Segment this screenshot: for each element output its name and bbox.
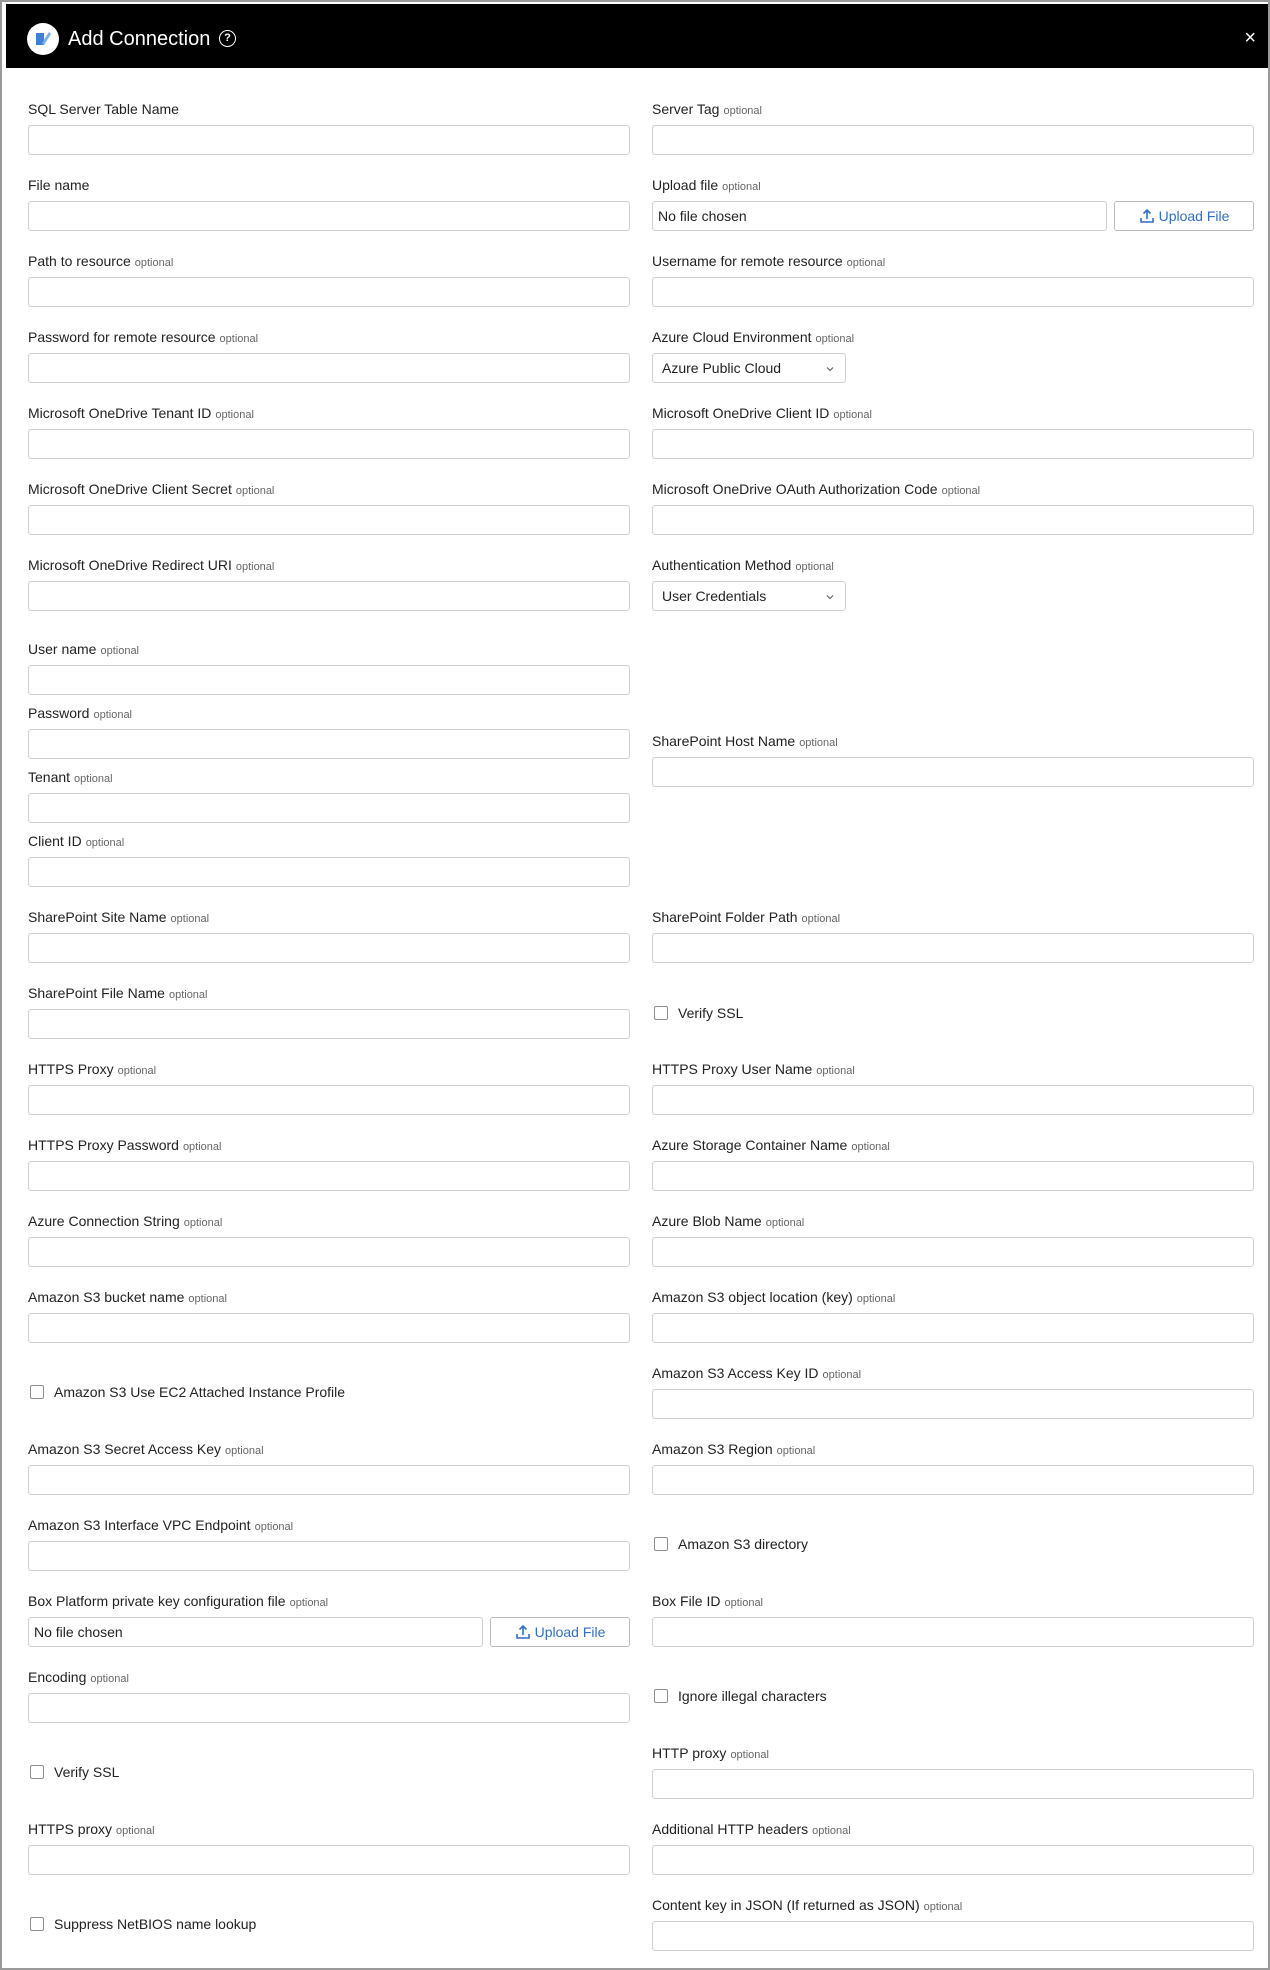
az-blob-label: Azure Blob Name optional — [652, 1213, 805, 1229]
ignore-illegal-checkbox[interactable] — [654, 1689, 668, 1703]
sp-folder-input[interactable] — [652, 933, 1254, 963]
add-headers-input[interactable] — [652, 1845, 1254, 1875]
user-name-input[interactable] — [28, 665, 630, 695]
password-remote-input[interactable] — [28, 353, 630, 383]
encoding-label: Encoding optional — [28, 1669, 129, 1685]
upload-icon — [1139, 208, 1155, 224]
user-name-label: User name optional — [28, 641, 140, 657]
upload-file-filename: No file chosen — [652, 201, 1107, 231]
https-proxy-user-input[interactable] — [652, 1085, 1254, 1115]
help-icon[interactable]: ? — [219, 30, 236, 47]
https-proxy-label-2: HTTPS proxy optional — [28, 1821, 155, 1837]
auth-method-select[interactable]: User Credentials — [652, 581, 846, 611]
sp-folder-label: SharePoint Folder Path optional — [652, 909, 841, 925]
s3-bucket-label: Amazon S3 bucket name optional — [28, 1289, 227, 1305]
od-client-id-input[interactable] — [652, 429, 1254, 459]
sql-table-label: SQL Server Table Name — [28, 101, 179, 117]
upload-file-label: Upload file optional — [652, 177, 761, 193]
sp-site-input[interactable] — [28, 933, 630, 963]
https-proxy-input-1[interactable] — [28, 1085, 630, 1115]
az-container-input[interactable] — [652, 1161, 1254, 1191]
od-secret-label: Microsoft OneDrive Client Secret optional — [28, 481, 275, 497]
s3-bucket-input[interactable] — [28, 1313, 630, 1343]
az-container-label: Azure Storage Container Name optional — [652, 1137, 890, 1153]
s3-region-label: Amazon S3 Region optional — [652, 1441, 816, 1457]
https-proxy-pass-label: HTTPS Proxy Password optional — [28, 1137, 222, 1153]
verify-ssl-label-1: Verify SSL — [678, 1005, 744, 1021]
upload-file-button[interactable]: Upload File — [1114, 201, 1254, 231]
add-headers-label: Additional HTTP headers optional — [652, 1821, 851, 1837]
s3-secret-label: Amazon S3 Secret Access Key optional — [28, 1441, 264, 1457]
tenant-input[interactable] — [28, 793, 630, 823]
od-oauth-input[interactable] — [652, 505, 1254, 535]
od-redirect-input[interactable] — [28, 581, 630, 611]
az-conn-label: Azure Connection String optional — [28, 1213, 223, 1229]
azure-env-select[interactable]: Azure Public Cloud — [652, 353, 846, 383]
password-label: Password optional — [28, 705, 133, 721]
s3-region-input[interactable] — [652, 1465, 1254, 1495]
sp-site-label: SharePoint Site Name optional — [28, 909, 210, 925]
verify-ssl-label-2: Verify SSL — [54, 1764, 120, 1780]
content-key-input[interactable] — [652, 1921, 1254, 1951]
verify-ssl-checkbox-2[interactable] — [30, 1765, 44, 1779]
encoding-input[interactable] — [28, 1693, 630, 1723]
sp-host-input[interactable] — [652, 757, 1254, 787]
https-proxy-pass-input[interactable] — [28, 1161, 630, 1191]
od-redirect-label: Microsoft OneDrive Redirect URI optional — [28, 557, 275, 573]
password-remote-label: Password for remote resource optional — [28, 329, 259, 345]
chevron-down-icon — [825, 592, 835, 602]
client-id-label: Client ID optional — [28, 833, 125, 849]
s3-ec2-label: Amazon S3 Use EC2 Attached Instance Profile — [54, 1384, 346, 1400]
s3-access-label: Amazon S3 Access Key ID optional — [652, 1365, 862, 1381]
az-blob-input[interactable] — [652, 1237, 1254, 1267]
close-icon[interactable]: × — [1244, 27, 1256, 49]
server-tag-input[interactable] — [652, 125, 1254, 155]
client-id-input[interactable] — [28, 857, 630, 887]
s3-ec2-checkbox[interactable] — [30, 1385, 44, 1399]
tenant-label: Tenant optional — [28, 769, 113, 785]
box-file-label: Box File ID optional — [652, 1593, 764, 1609]
s3-vpc-label: Amazon S3 Interface VPC Endpoint optional — [28, 1517, 294, 1533]
content-key-label: Content key in JSON (If returned as JSON) optional — [652, 1897, 963, 1913]
ignore-illegal-label: Ignore illegal characters — [678, 1688, 827, 1704]
http-proxy-input[interactable] — [652, 1769, 1254, 1799]
file-name-label: File name — [28, 177, 90, 193]
sp-file-label: SharePoint File Name optional — [28, 985, 208, 1001]
az-conn-input[interactable] — [28, 1237, 630, 1267]
chevron-down-icon — [825, 364, 835, 374]
s3-key-label: Amazon S3 object location (key) optional — [652, 1289, 896, 1305]
sql-table-input[interactable] — [28, 125, 630, 155]
od-oauth-label: Microsoft OneDrive OAuth Authorization Code optional — [652, 481, 981, 497]
s3-secret-input[interactable] — [28, 1465, 630, 1495]
s3-directory-label: Amazon S3 directory — [678, 1536, 808, 1552]
file-name-input[interactable] — [28, 201, 630, 231]
suppress-netbios-label: Suppress NetBIOS name lookup — [54, 1916, 257, 1932]
password-input[interactable] — [28, 729, 630, 759]
azure-env-label: Azure Cloud Environment optional — [652, 329, 855, 345]
dialog-header — [6, 4, 1268, 68]
dialog-title: Add Connection — [68, 28, 211, 50]
auth-method-label: Authentication Method optional — [652, 557, 834, 573]
app-logo-icon — [27, 23, 59, 55]
s3-access-input[interactable] — [652, 1389, 1254, 1419]
sp-file-input[interactable] — [28, 1009, 630, 1039]
http-proxy-label: HTTP proxy optional — [652, 1745, 769, 1761]
od-client-id-label: Microsoft OneDrive Client ID optional — [652, 405, 872, 421]
s3-vpc-input[interactable] — [28, 1541, 630, 1571]
box-key-label: Box Platform private key configuration file optional — [28, 1593, 329, 1609]
suppress-netbios-checkbox[interactable] — [30, 1917, 44, 1931]
path-resource-input[interactable] — [28, 277, 630, 307]
https-proxy-input-2[interactable] — [28, 1845, 630, 1875]
box-key-filename: No file chosen — [28, 1617, 483, 1647]
username-remote-label: Username for remote resource optional — [652, 253, 886, 269]
od-tenant-label: Microsoft OneDrive Tenant ID optional — [28, 405, 254, 421]
s3-directory-checkbox[interactable] — [654, 1537, 668, 1551]
path-resource-label: Path to resource optional — [28, 253, 174, 269]
sp-host-label: SharePoint Host Name optional — [652, 733, 838, 749]
od-tenant-input[interactable] — [28, 429, 630, 459]
upload-icon — [515, 1624, 531, 1640]
server-tag-label: Server Tag optional — [652, 101, 762, 117]
box-key-upload-button[interactable]: Upload File — [490, 1617, 630, 1647]
username-remote-input[interactable] — [652, 277, 1254, 307]
box-file-input[interactable] — [652, 1617, 1254, 1647]
verify-ssl-checkbox-1[interactable] — [654, 1006, 668, 1020]
https-proxy-label-1: HTTPS Proxy optional — [28, 1061, 157, 1077]
https-proxy-user-label: HTTPS Proxy User Name optional — [652, 1061, 855, 1077]
od-secret-input[interactable] — [28, 505, 630, 535]
s3-key-input[interactable] — [652, 1313, 1254, 1343]
